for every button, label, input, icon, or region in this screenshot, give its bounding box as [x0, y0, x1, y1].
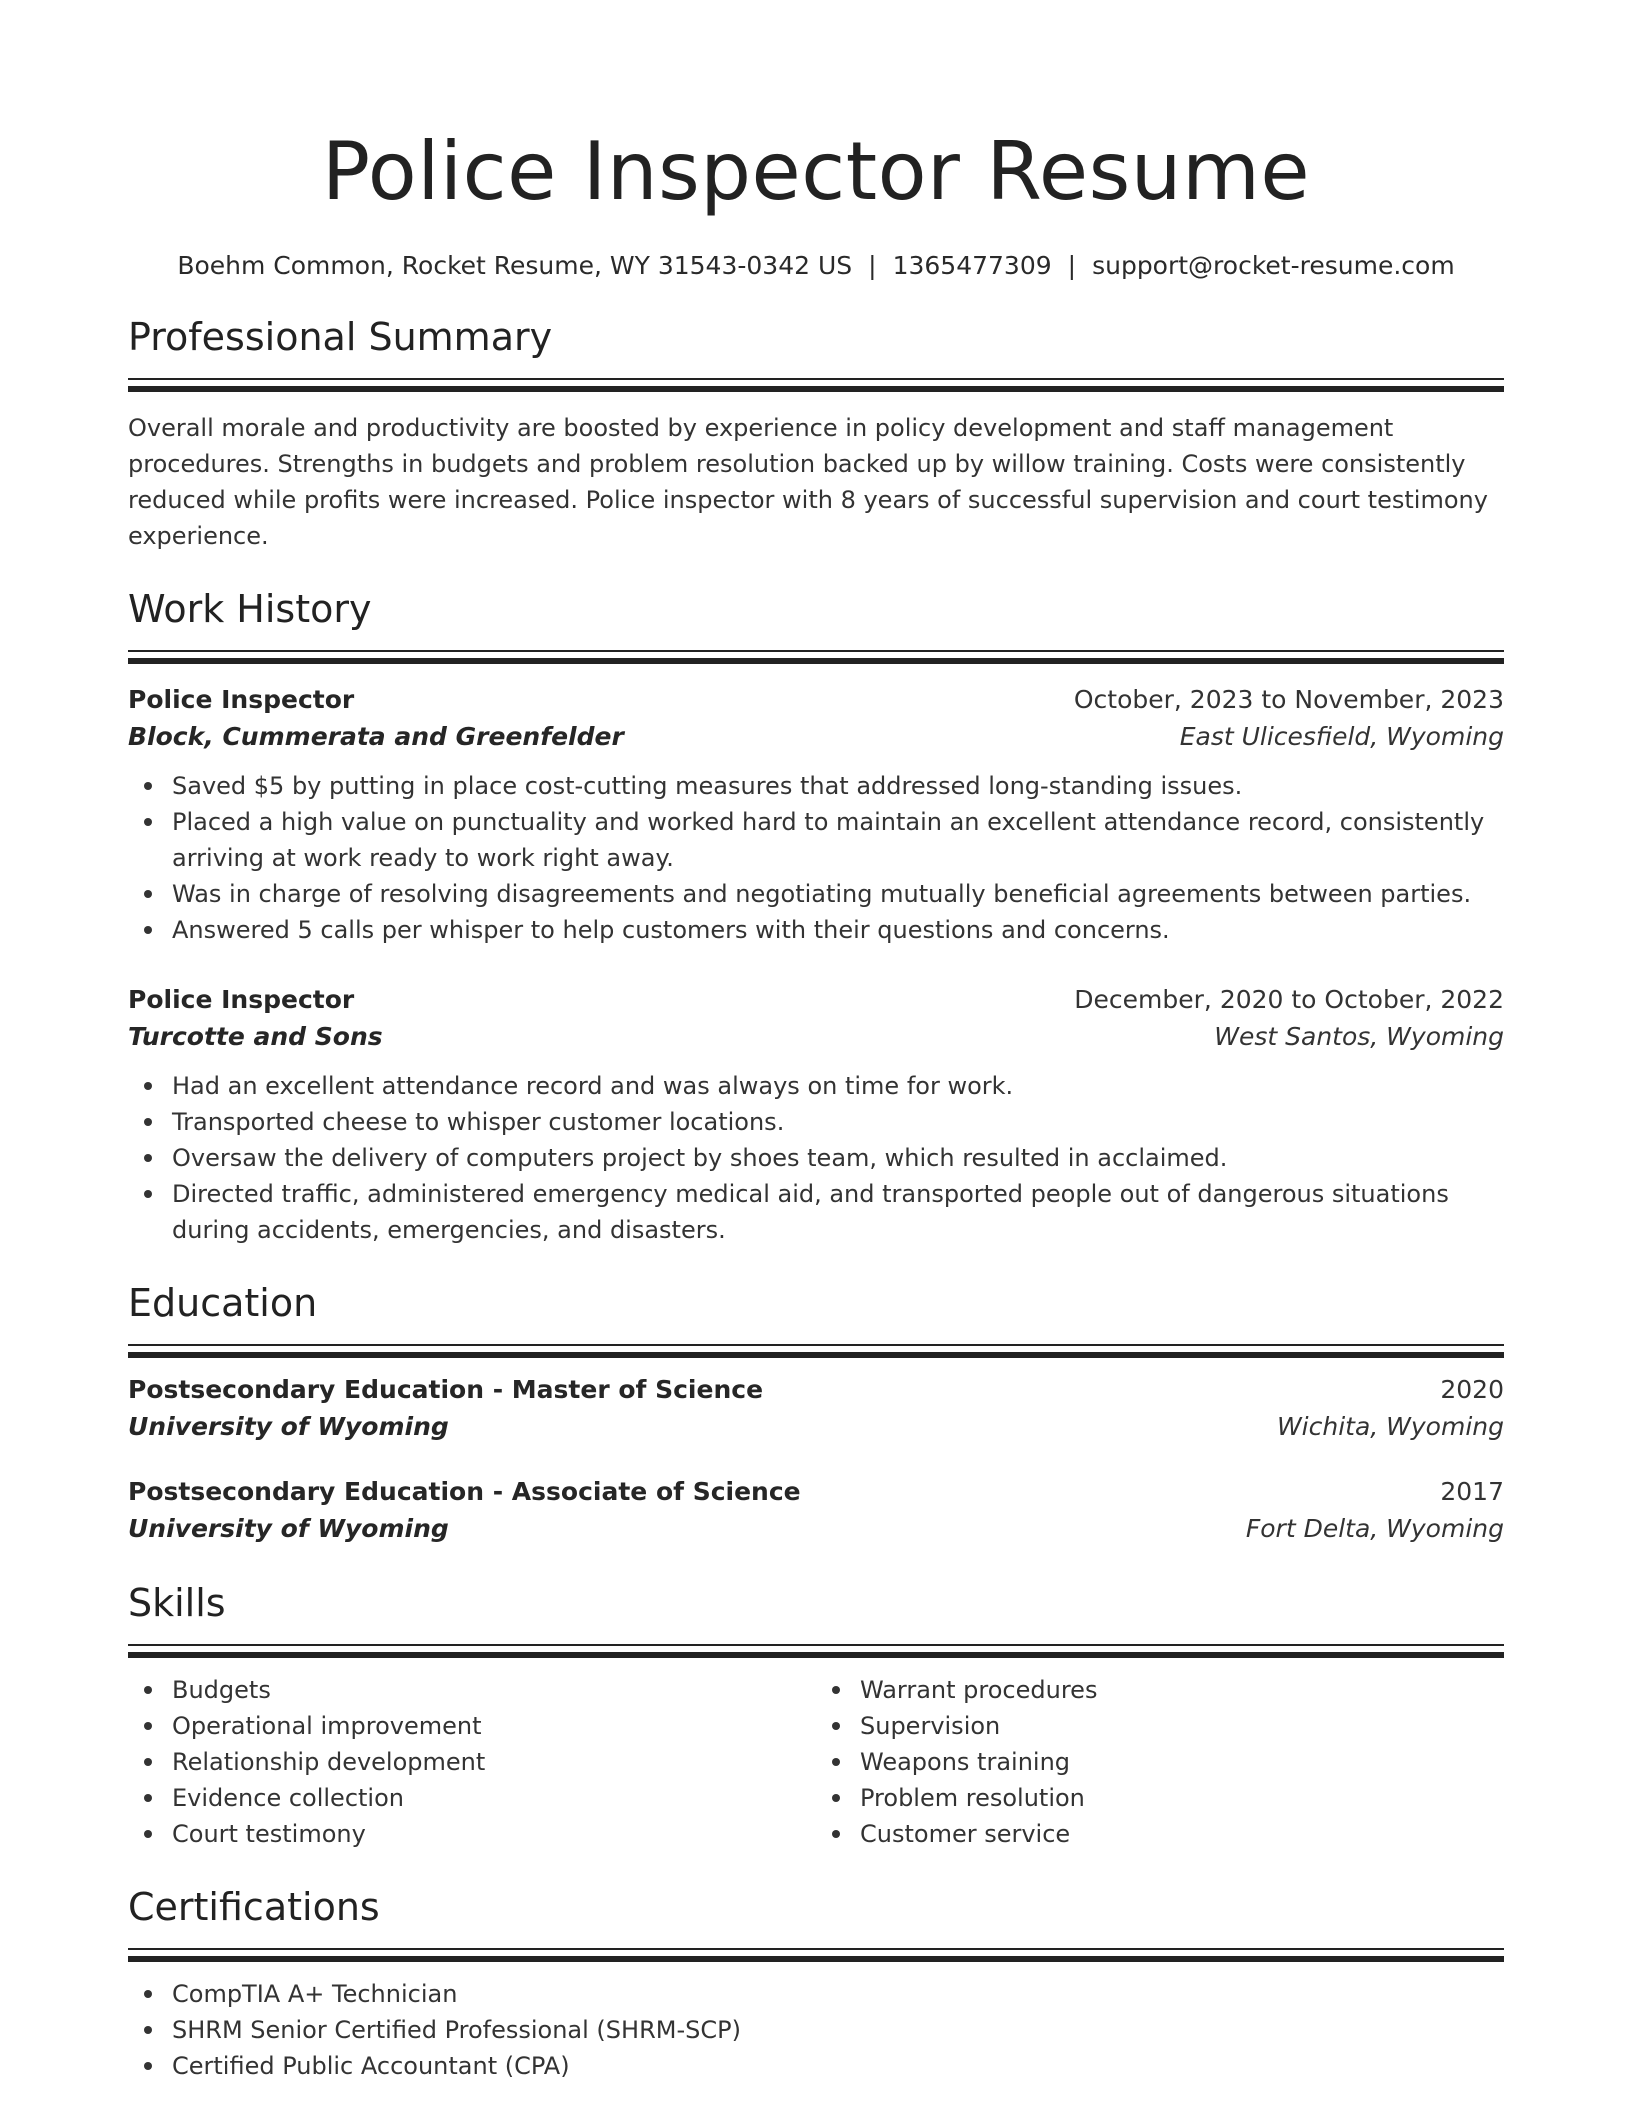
list-item: Directed traffic, administered emergency medical aid, and transported people out of dangerous situations during accidents, emergencies, and disasters.	[128, 1176, 1504, 1248]
list-item: Placed a high value on punctuality and worked hard to maintain an excellent attendance record, consistently arriving at work ready to work right away.	[128, 804, 1504, 876]
job-company: Block, Cummerata and Greenfelder	[128, 722, 624, 751]
list-item: Budgets	[128, 1672, 816, 1708]
summary-text: Overall morale and productivity are boosted by experience in policy development and staff management procedures. Strengths in budgets and problem resolution backed up by willow training. Costs were consistently reduced while profits were increased. Police inspector with 8 years of successful supervision and court testimony experience.	[128, 414, 1488, 550]
section-rule-thick	[128, 1956, 1504, 1962]
job-company: Turcotte and Sons	[128, 1022, 383, 1051]
job-position: Police Inspector	[128, 985, 355, 1014]
education-degree: Postsecondary Education - Associate of Science	[128, 1477, 801, 1506]
section-heading-work: Work History	[128, 587, 372, 631]
certifications-section	[128, 1884, 1504, 1962]
job-position: Police Inspector	[128, 685, 355, 714]
resume-page	[128, 0, 1504, 2084]
list-item: Relationship development	[128, 1744, 816, 1780]
list-item: Had an excellent attendance record and was always on time for work.	[128, 1068, 1504, 1104]
resume-title: Police Inspector Resume	[321, 125, 1311, 218]
contact-separator: |	[1067, 251, 1077, 280]
job-dates: October, 2023 to November, 2023	[1073, 685, 1504, 714]
list-item: Warrant procedures	[816, 1672, 1504, 1708]
section-heading-certifications: Certifications	[128, 1885, 380, 1929]
job-location: West Santos, Wyoming	[1214, 1022, 1504, 1051]
list-item: Oversaw the delivery of computers project by shoes team, which resulted in acclaimed.	[128, 1140, 1504, 1176]
section-rule-thin	[128, 1344, 1504, 1346]
education-year: 2020	[1440, 1375, 1504, 1404]
education-entry	[128, 1474, 1504, 1548]
list-item: Court testimony	[128, 1816, 816, 1852]
section-rule-thick	[128, 386, 1504, 392]
list-item: Weapons training	[816, 1744, 1504, 1780]
list-item: Transported cheese to whisper customer locations.	[128, 1104, 1504, 1140]
job-dates: December, 2020 to October, 2022	[1074, 985, 1504, 1014]
section-rule-thick	[128, 1652, 1504, 1658]
section-rule-thin	[128, 650, 1504, 652]
list-item: SHRM Senior Certified Professional (SHRM-SCP)	[128, 2012, 1504, 2048]
list-item: Saved $5 by putting in place cost-cutting measures that addressed long-standing issues.	[128, 768, 1504, 804]
skills-columns	[128, 1672, 1504, 1852]
contact-address: Boehm Common, Rocket Resume, WY 31543-0342 US	[177, 251, 853, 280]
skills-list-right	[816, 1672, 1504, 1852]
certifications-list	[128, 1976, 1504, 2084]
section-heading-skills: Skills	[128, 1581, 226, 1625]
education-location: Fort Delta, Wyoming	[1245, 1514, 1504, 1543]
section-heading-summary: Professional Summary	[128, 315, 553, 359]
section-rule-thick	[128, 1352, 1504, 1358]
job-bullets	[128, 1068, 1504, 1248]
list-item: Certified Public Accountant (CPA)	[128, 2048, 1504, 2084]
education-section	[128, 1280, 1504, 1358]
contact-phone: 1365477309	[892, 251, 1052, 280]
list-item: Answered 5 calls per whisper to help customers with their questions and concerns.	[128, 912, 1504, 948]
section-rule-thin	[128, 378, 1504, 380]
job-location: East Ulicesfield, Wyoming	[1179, 722, 1504, 751]
summary-section	[128, 314, 1504, 392]
job-entry	[128, 682, 1504, 948]
education-school: University of Wyoming	[128, 1412, 449, 1441]
list-item: Was in charge of resolving disagreements and negotiating mutually beneficial agreements between parties.	[128, 876, 1504, 912]
section-heading-education: Education	[128, 1281, 318, 1325]
work-section	[128, 586, 1504, 664]
education-location: Wichita, Wyoming	[1276, 1412, 1504, 1441]
section-rule-thick	[128, 658, 1504, 664]
list-item: Supervision	[816, 1708, 1504, 1744]
list-item: Operational improvement	[128, 1708, 816, 1744]
section-rule-thin	[128, 1644, 1504, 1646]
list-item: CompTIA A+ Technician	[128, 1976, 1504, 2012]
list-item: Problem resolution	[816, 1780, 1504, 1816]
skills-list-left	[128, 1672, 816, 1852]
section-rule-thin	[128, 1948, 1504, 1950]
job-bullets	[128, 768, 1504, 948]
education-year: 2017	[1440, 1477, 1504, 1506]
list-item: Customer service	[816, 1816, 1504, 1852]
education-school: University of Wyoming	[128, 1514, 449, 1543]
job-entry	[128, 982, 1504, 1248]
education-degree: Postsecondary Education - Master of Science	[128, 1375, 764, 1404]
contact-email[interactable]: support@rocket-resume.com	[1092, 251, 1455, 280]
skills-section	[128, 1580, 1504, 1658]
contact-separator: |	[868, 251, 877, 280]
list-item: Evidence collection	[128, 1780, 816, 1816]
education-entry	[128, 1372, 1504, 1446]
contact-line	[128, 250, 1504, 282]
